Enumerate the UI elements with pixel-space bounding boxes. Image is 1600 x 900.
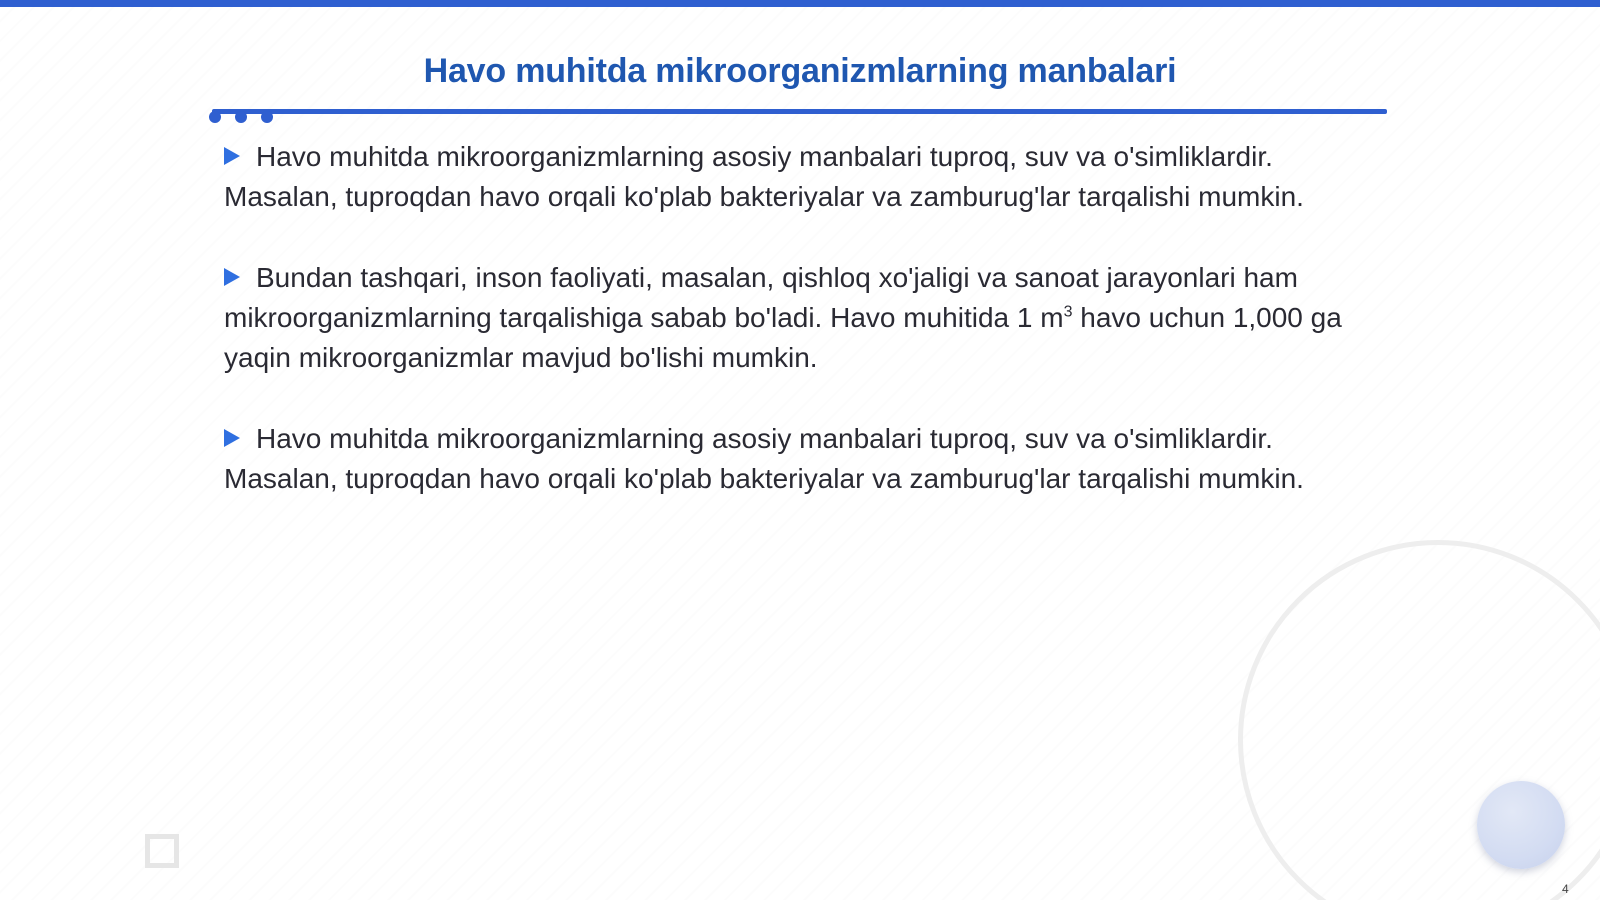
triangle-right-icon xyxy=(224,429,240,447)
bullet-text-2-part-2: havo uchun 1,000 ga yaqin mikroorganizmlar mavjud bo'lishi mumkin. xyxy=(224,302,1342,373)
page-number: 4 xyxy=(1562,882,1569,896)
underline-dot-3 xyxy=(261,111,273,123)
bullet-text-1: Havo muhitda mikroorganizmlarning asosiy manbalari tuproq, suv va o'simliklardir. Masalan, tuproqdan havo orqali ko'plab bakteriyalar va zamburug'lar tarqalishi mumkin. xyxy=(224,141,1304,212)
underline-dot-2 xyxy=(235,111,247,123)
bullet-list xyxy=(224,137,1394,540)
decorative-square xyxy=(145,834,179,868)
bullet-item-3 xyxy=(224,419,1394,499)
bullet-item-2 xyxy=(224,258,1394,378)
decorative-ball xyxy=(1477,781,1565,869)
underline-dot-1 xyxy=(209,111,221,123)
bullet-text-3: Havo muhitda mikroorganizmlarning asosiy manbalari tuproq, suv va o'simliklardir. Masalan, tuproqdan havo orqali ko'plab bakteriyalar va zamburug'lar tarqalishi mumkin. xyxy=(224,423,1304,494)
superscript-exponent: 3 xyxy=(1063,303,1073,321)
bullet-text-2-part-1: Bundan tashqari, inson faoliyati, masalan, qishloq xo'jaligi va sanoat jarayonlari ham mikroorganizmlarning tarqalishiga sabab bo'ladi. Havo muhitida 1 m xyxy=(224,262,1298,333)
title-underline xyxy=(212,109,1387,114)
triangle-right-icon xyxy=(224,268,240,286)
bullet-item-1 xyxy=(224,137,1394,217)
triangle-right-icon xyxy=(224,147,240,165)
top-accent-bar xyxy=(0,0,1600,7)
slide-title: Havo muhitda mikroorganizmlarning manbalari xyxy=(423,52,1177,90)
